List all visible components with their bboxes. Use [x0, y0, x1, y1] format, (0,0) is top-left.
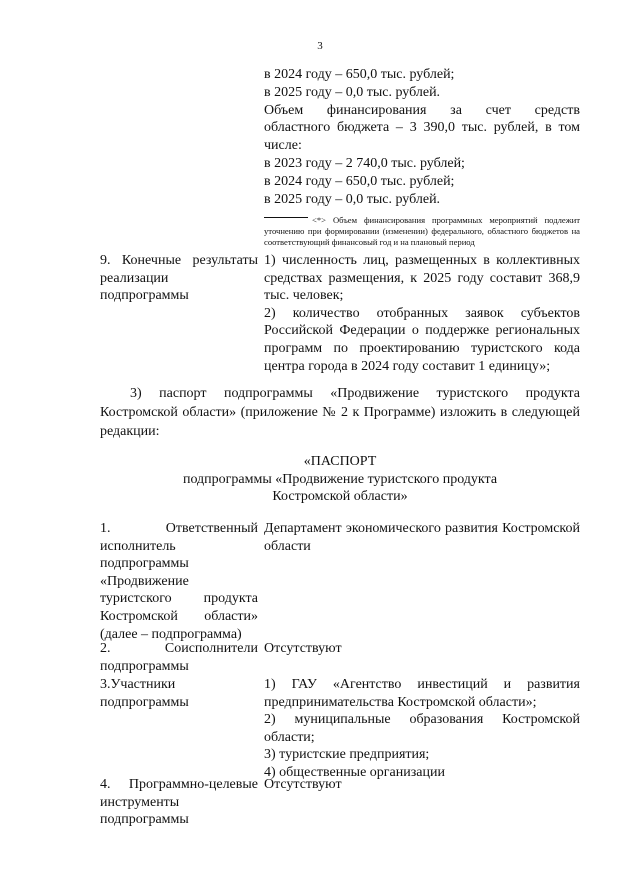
- instruction-paragraph: 3) паспорт подпрограммы «Продвижение туристского продукта Костромской области» (приложение № 2 к Программе) изложить в следующей редакции:: [100, 386, 580, 439]
- footnote: <*> Объем финансирования программных мероприятий подлежит уточнению при формировании (изменении) федерального, областного бюджетов на соответствующий финансовый год и на плановый период: [264, 215, 580, 247]
- passport-subtitle-line-1: подпрограммы «Продвижение туристского продукта: [182, 471, 498, 487]
- passport-row-value: Департамент экономического развития Костромской области: [264, 521, 580, 554]
- participant-item: 1) ГАУ «Агентство инвестиций и развития предпринимательства Костромской области»;: [264, 677, 580, 710]
- funding-line: числе:: [264, 138, 302, 154]
- passport-heading: «ПАСПОРТ: [303, 454, 377, 469]
- funding-line: в 2025 году – 0,0 тыс. рублей.: [264, 191, 441, 207]
- funding-block: [264, 66, 580, 208]
- passport-row-label: 3.Участники подпрограммы: [100, 677, 189, 710]
- passport-title: [100, 453, 580, 506]
- funding-line: в 2025 году – 0,0 тыс. рублей.: [264, 84, 441, 100]
- results-item-1: 1) численность лиц, размещенных в коллективных средствах размещения, к 2025 году составит 368,9 тыс. человек;: [264, 253, 580, 304]
- participant-item: 2) муниципальные образования Костромской области;: [264, 712, 580, 745]
- funding-line: в 2024 году – 650,0 тыс. рублей;: [264, 173, 455, 189]
- funding-line: в 2024 году – 650,0 тыс. рублей;: [264, 67, 455, 82]
- funding-line: Объем финансирования за счет средств: [264, 102, 580, 118]
- results-values: [264, 252, 580, 375]
- page-number: 3: [317, 40, 323, 52]
- participant-item: 4) общественные организации: [264, 764, 445, 780]
- passport-row-label: 1. Ответственный исполнитель подпрограммы «Продвижение туристского продукта Костромской области» (далее – подпрограмма): [100, 521, 258, 642]
- passport-row-value: Отсутствуют: [264, 777, 342, 792]
- participant-item: 3) туристские предприятия;: [264, 747, 430, 763]
- funding-line: областного бюджета – 3 390,0 тыс. рублей, в том: [264, 120, 580, 136]
- passport-row-label: 4. Программно-целевые инструменты подпрограммы: [100, 777, 258, 828]
- results-item-2: 2) количество отобранных заявок субъектов Российской Федерации о поддержке региональных программ по проектированию туристского кода центра города в 2024 году составит 1 единицу»;: [264, 305, 580, 374]
- passport-row-label: 2. Соисполнители подпрограммы: [100, 641, 258, 674]
- passport-row-value: Отсутствуют: [264, 641, 342, 656]
- passport-row-value: [264, 676, 580, 782]
- passport-subtitle-line-2: Костромской области»: [272, 489, 408, 504]
- results-row: [100, 252, 580, 382]
- results-label: 9. Конечные результаты реализации подпрограммы: [100, 253, 258, 304]
- funding-line: в 2023 году – 2 740,0 тыс. рублей;: [264, 155, 465, 171]
